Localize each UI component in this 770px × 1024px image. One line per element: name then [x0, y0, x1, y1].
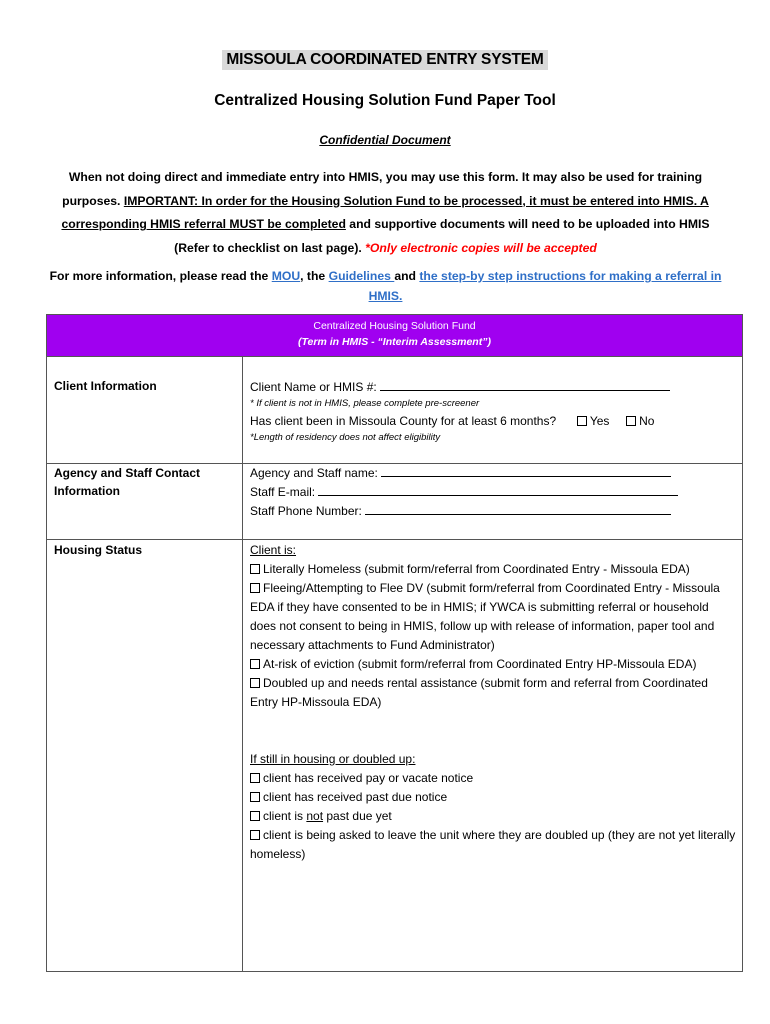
client-name-label: Client Name or HMIS #: — [250, 380, 381, 394]
housing-status-label: Housing Status — [54, 543, 143, 557]
residency-question: Has client been in Missoula County for at least 6 months? — [250, 414, 557, 428]
staff-phone-field[interactable] — [250, 502, 738, 521]
form-table-header — [47, 315, 742, 356]
intro-text-2: and supportive documents will need to be uploaded into HMIS (Refer to checklist on last page). — [174, 217, 710, 255]
client-info-row — [47, 356, 742, 463]
client-info-label: Client Information — [54, 379, 157, 393]
residency-question-row — [250, 412, 738, 431]
more-info-sep2: and — [394, 269, 420, 283]
notice-option-label: client has received past due notice — [263, 790, 448, 804]
more-info-paragraph — [48, 266, 723, 306]
checkbox[interactable] — [250, 564, 260, 574]
notice-option-not-past-due[interactable] — [250, 807, 738, 826]
intro-important: IMPORTANT: In order for the Housing Solution Fund to be processed, it must be entered into HMIS. A corresponding HMIS referral MUST be completed — [61, 193, 709, 231]
residency-no-label: No — [639, 414, 655, 428]
agency-name-label: Agency and Staff name: — [250, 466, 382, 480]
client-is-heading: Client is: — [250, 543, 297, 557]
checkbox[interactable] — [250, 583, 260, 593]
checkbox[interactable] — [250, 792, 260, 802]
housing-option-at-risk[interactable] — [250, 655, 738, 674]
checkbox[interactable] — [250, 659, 260, 669]
confidential-label: Confidential Document — [319, 133, 451, 147]
agency-name-field[interactable] — [250, 464, 738, 483]
form-header-title: Centralized Housing Solution Fund — [313, 320, 476, 332]
prescreener-note: * If client is not in HMIS, please complete pre-screener — [250, 398, 480, 409]
notice-option-past-due[interactable] — [250, 788, 738, 807]
intro-text-1: When not doing direct and immediate entry into HMIS, you may use this form. It may also be used for training purposes. — [62, 170, 703, 208]
more-info-prefix: For more information, please read the — [49, 269, 272, 283]
client-name-field[interactable] — [250, 378, 738, 397]
staff-email-field[interactable] — [250, 483, 738, 502]
residency-yes-checkbox[interactable] — [577, 416, 587, 426]
staff-email-label: Staff E-mail: — [250, 485, 319, 499]
instructions-link[interactable]: the step-by step instructions for making a referral in HMIS. — [368, 269, 722, 303]
mou-link[interactable]: MOU — [271, 269, 301, 283]
form-header-term: (Term in HMIS - “Interim Assessment”) — [298, 336, 491, 348]
still-in-housing-heading: If still in housing or doubled up: — [250, 752, 416, 766]
agency-fields — [250, 464, 738, 521]
notice-option-pay-or-vacate[interactable] — [250, 769, 738, 788]
page-title: MISSOULA COORDINATED ENTRY SYSTEM — [222, 50, 547, 70]
more-info-sep1: , the — [300, 269, 329, 283]
notice-option-label-post: past due yet — [323, 809, 392, 823]
page-subtitle: Centralized Housing Solution Fund Paper Tool — [214, 92, 556, 109]
notice-option-label-not: not — [306, 809, 324, 823]
housing-option-label: Doubled up and needs rental assistance (submit form and referral from Coordinated Entry HP-Missoula EDA) — [250, 676, 708, 709]
housing-option-doubled-up[interactable] — [250, 674, 738, 712]
form-table — [46, 314, 743, 972]
title-wrap — [0, 50, 770, 70]
guidelines-link[interactable]: Guidelines — [328, 269, 395, 283]
notice-option-label: client is being asked to leave the unit where they are doubled up (they are not yet literally homeless) — [250, 828, 736, 861]
checkbox[interactable] — [250, 830, 260, 840]
agency-row — [47, 463, 742, 539]
housing-option-label: Literally Homeless (submit form/referral from Coordinated Entry - Missoula EDA) — [263, 562, 690, 576]
agency-name-line[interactable] — [381, 465, 671, 477]
housing-status-row — [47, 539, 742, 971]
residency-note: *Length of residency does not affect eligibility — [250, 432, 441, 443]
staff-phone-label: Staff Phone Number: — [250, 504, 366, 518]
residency-yes-label: Yes — [589, 414, 610, 428]
housing-option-label: Fleeing/Attempting to Flee DV (submit form/referral from Coordinated Entry - Missoula EDA if they have consented to be in HMIS; if YWCA is submitting referral or household does not consent to being in HMIS, follow up with release of information, paper tool and necessary attachments to Fund Administrator) — [250, 581, 720, 652]
housing-option-fleeing-dv[interactable] — [250, 579, 738, 655]
agency-label: Agency and Staff Contact Information — [54, 466, 201, 498]
client-info-fields — [250, 378, 738, 445]
housing-status-options — [250, 541, 738, 864]
notice-option-label-pre: client is — [263, 809, 307, 823]
notice-option-asked-to-leave[interactable] — [250, 826, 738, 864]
client-name-line[interactable] — [380, 379, 670, 391]
electronic-note: *Only electronic copies will be accepted — [365, 240, 597, 255]
staff-email-line[interactable] — [318, 484, 678, 496]
intro-paragraph — [48, 166, 723, 260]
checkbox[interactable] — [250, 811, 260, 821]
staff-phone-line[interactable] — [365, 503, 671, 515]
housing-option-literally-homeless[interactable] — [250, 560, 738, 579]
residency-no-checkbox[interactable] — [626, 416, 636, 426]
checkbox[interactable] — [250, 773, 260, 783]
notice-option-label: client has received pay or vacate notice — [263, 771, 474, 785]
checkbox[interactable] — [250, 678, 260, 688]
housing-option-label: At-risk of eviction (submit form/referral from Coordinated Entry HP-Missoula EDA) — [263, 657, 697, 671]
